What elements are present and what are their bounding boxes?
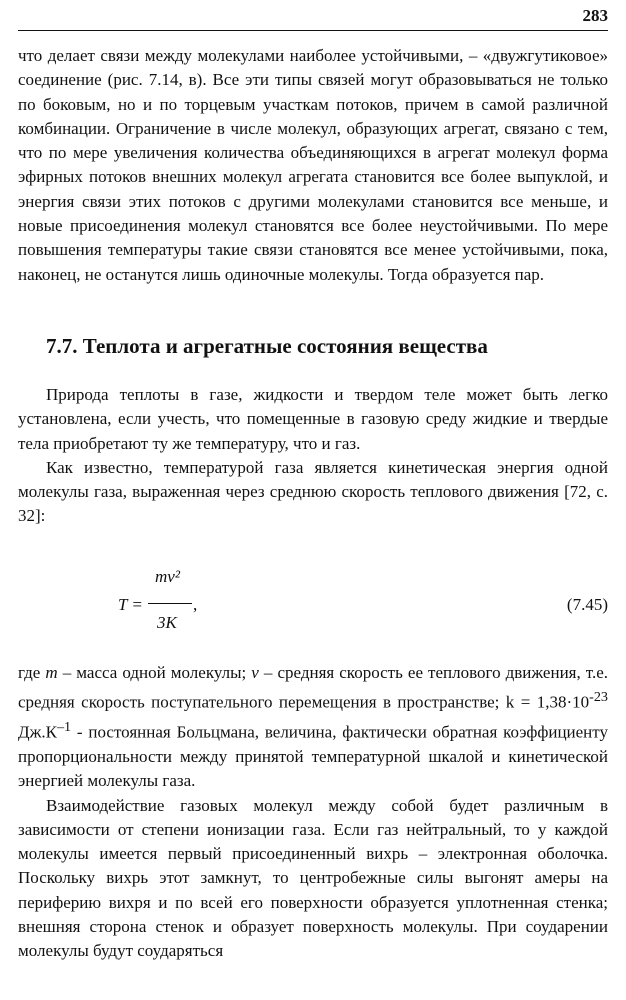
paragraph-heat-nature: Природа теплоты в газе, жидкости и твердом теле может быть легко установлена, если учесть, что помещенные в газовую среду жидкие и твердые тела приобретают ту же температуру, что и газ. bbox=[18, 384, 608, 453]
where-text-2: – средняя скорость ее теплового движения, т.е. средняя скорость поступательного перемещения в пространстве; k = 1,38·10 bbox=[18, 662, 608, 712]
where-word: где bbox=[18, 662, 41, 682]
equation-numerator: mv² bbox=[155, 566, 180, 586]
where-text-4: - постоянная Больцмана, величина, фактически обратная коэффициенту пропорциональности между принятой температурной шкалой и кинетической энергией молекулы газа. bbox=[18, 722, 608, 791]
page-number: 283 bbox=[582, 6, 608, 25]
fraction-bar bbox=[148, 603, 192, 604]
paragraph-gas-molecules: Взаимодействие газовых молекул между собой будет различным в зависимости от степени ионизации газа. Если газ нейтральный, то у каждой молекулы имеется первый присоединенный вихрь – электронная оболочка. Поскольку вихрь этот замкнут, то центробежные силы выгонят амеры на периферию вихря и по всей его поверхности образуется уплотненная стенка; внешняя сторона стенок и образует поверхность молекулы. При соударении молекулы будут соударяться bbox=[18, 795, 608, 961]
section-heading: 7.7. Теплота и агрегатные состояния вещества bbox=[46, 333, 488, 358]
exponent-minus-1: –1 bbox=[56, 719, 72, 735]
paragraph-temperature-definition: Как известно, температурой газа является кинетическая энергия одной молекулы газа, выраженная через среднюю скорость теплового движения [72, с. 32]: bbox=[18, 457, 608, 526]
exponent-minus-23: -23 bbox=[589, 689, 608, 706]
where-text-3: Дж.К bbox=[18, 722, 57, 742]
paragraph-where bbox=[18, 661, 608, 794]
equation-lhs: T = bbox=[118, 594, 143, 614]
equation-number: (7.45) bbox=[566, 594, 608, 614]
symbol-v: v bbox=[251, 662, 259, 682]
symbol-m: m bbox=[45, 662, 58, 682]
equation-7-45 bbox=[18, 563, 608, 655]
header-rule bbox=[18, 30, 608, 31]
paragraph-continuation: что делает связи между молекулами наиболее устойчивыми, – «двужгутиковое» соединение (рис. 7.14, в). Все эти типы связей могут образовываться не только по боковым, но и по торцевым участкам потоков, причем в самой различной комбинации. Ограничение в числе молекул, образующих агрегат, связано с тем, что по мере увеличения количества объединяющихся в агрегат молекул форма эфирных потоков внешних молекул агрегата становится все более выпуклой, и энергия связи этих потоков с другими молекулами становится все меньше, и новые присоединения молекул становятся все более неустойчивыми. По мере повышения температуры такие связи становятся все менее устойчивыми, пока, наконец, не останутся лишь одиночные молекулы. Тогда образуется пар. bbox=[18, 46, 608, 284]
equation-comma: , bbox=[193, 594, 198, 614]
page-body bbox=[18, 44, 608, 964]
equation-denominator: 3K bbox=[157, 612, 177, 632]
where-text-1: – масса одной молекулы; bbox=[57, 662, 252, 682]
